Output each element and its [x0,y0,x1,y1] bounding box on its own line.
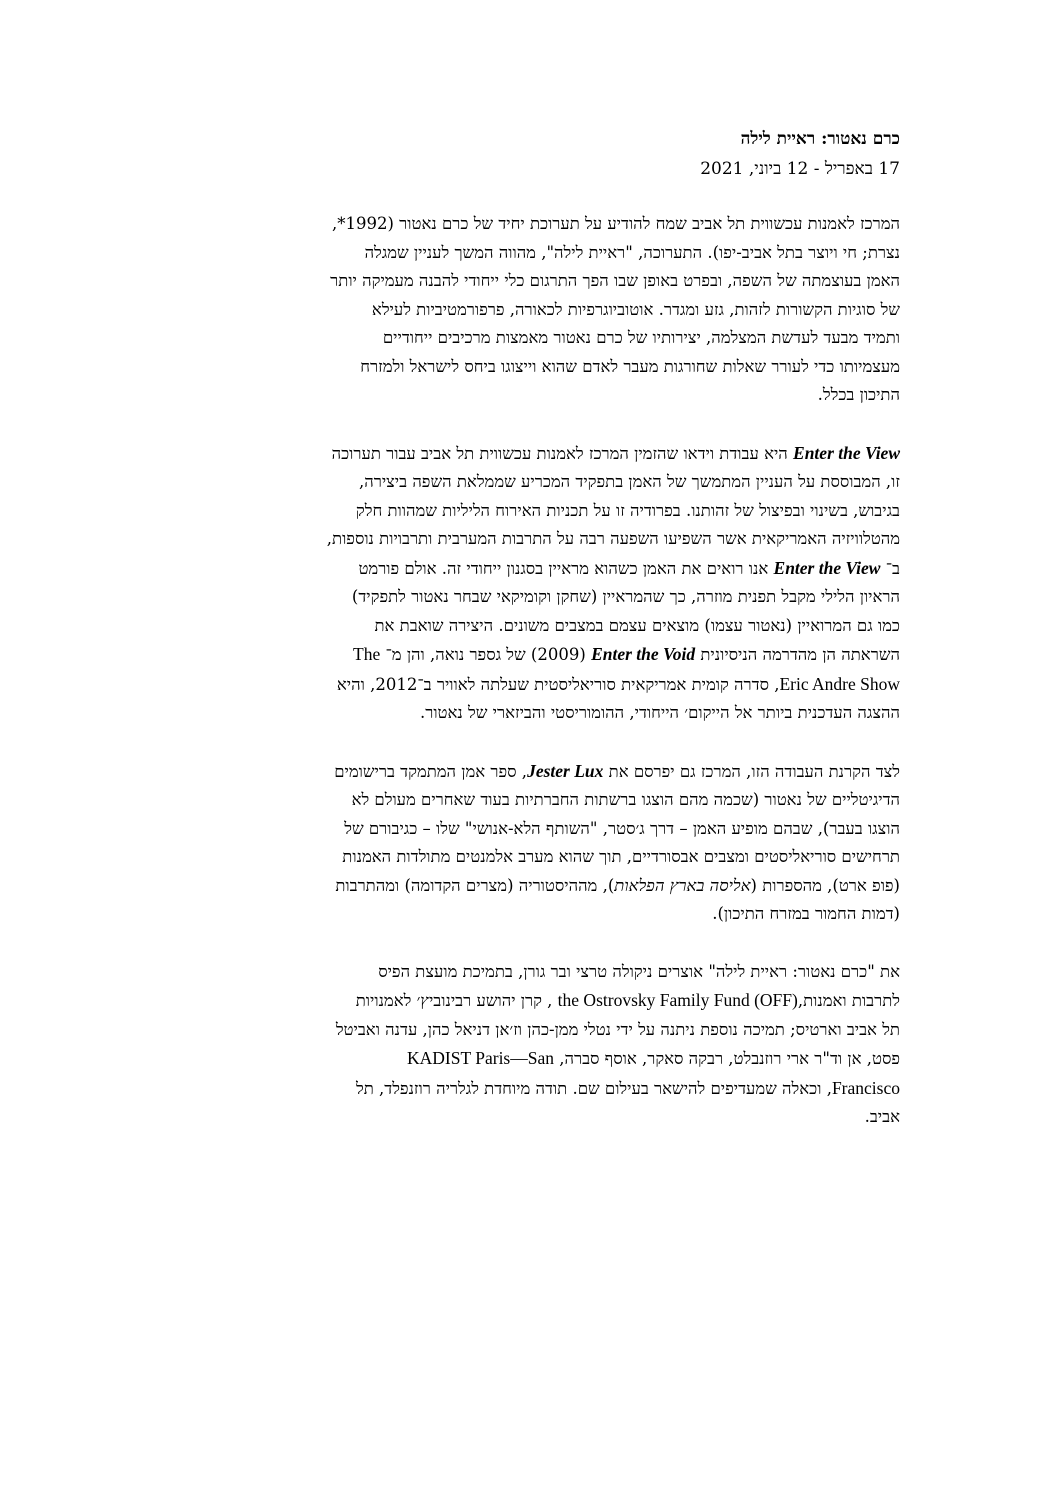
exhibition-dates: 17 באפריל - 12 ביוני, 2021 [700,159,900,179]
text-fragment: (פופ ארט), מהספרות ( [750,875,900,895]
text-line: ההצגה העדכנית ביותר אל הייקום׳ הייחודי, ההומוריסטי והביזארי של נאטור. [419,703,900,722]
paragraph-credits [160,958,900,1132]
text-line: מהטלוויזיה האמריקאית אשר השפיעו השפעה רבה על התרבות המערבית ותרבויות נוספות, [326,529,900,548]
text-fragment: לתרבות ואמנות, [797,991,900,1010]
show-title-start: The [353,644,381,664]
text-line: הדיגיטליים של נאטור (שכמה מהם הוצגו ברשתות החברתיות בעוד שאחרים מעולם לא [351,790,900,809]
text-line [160,872,900,901]
text-line: ותמיד מבעד לעדשת המצלמה, יצירותיו של כרם נאטור מאמצות מרכיבים ייחודיים [382,328,900,347]
text-line [160,757,900,787]
text-line: תרחישים סוריאליסטים ומצבים אבסורדיים, תוך שהוא מערב אלמנטים מתולדות האמנות [342,847,900,866]
text-line: נצרת; חי ויוצר בתל אביב-יפו). התערוכה, "ראיית לילה", מהווה המשך לעניין שמגלה [364,242,900,262]
press-release [160,124,900,1161]
text-line: התיכון בכלל. [817,385,900,404]
text-line [160,670,900,700]
text-line [160,986,900,1016]
text-line: את "כרם נאטור: ראיית לילה" אוצרים ניקולה טרצי ובר גורן, בתמיכת מועצת הפיס [378,961,900,981]
text-fragment: לצד הקרנת העבודה הזו, המרכז גם יפרסם את [603,761,900,781]
text-line [160,554,900,584]
book-title: Jester Lux [527,760,604,781]
work-title: Enter the View [773,557,881,578]
text-line [160,1074,900,1104]
film-title: Enter the Void [591,644,696,664]
text-fragment: ב־ [880,558,900,578]
paragraph-enter-the-view [160,439,900,728]
text-line: כמו גם המרואיין (נאטור עצמו) מוצאים עצמם במצבים משונים. היצירה שואבת את [374,615,900,635]
text-fragment: (2009) של גספר נואה, והן מ־ [380,645,592,664]
text-line: (דמות החמור במזרח התיכון). [712,904,900,923]
text-line: זו, המבוססת על העניין המתמשך של האמן בתפקיד המכריע שממלאת השפה ביצירה, [358,472,900,491]
text-fragment: ), מההיסטוריה (מצרים הקדומה) ומהתרבות [335,875,615,895]
text-line: הראיון הלילי מקבל תפנית מוזרה, כך שהמראיין (שחקן וקומיקאי שבחר נאטור לתפקיד) [351,587,900,606]
text-fragment: אנו רואים את האמן כשהוא מראיין בסגנון ייחודי זה. אולם פורמט [358,558,774,578]
exhibition-title: כרם נאטור: ראיית לילה [740,129,900,149]
text-line: מעצמיותו כדי לעורר שאלות שחורגות מעבר לאדם שהוא וייצוגו ביחס לישראל ולמזרח [360,356,900,376]
text-fragment: השראתה הן מהדרמה הניסיונית [695,645,900,664]
work-title: Enter the View [793,442,900,463]
text-line [160,640,900,670]
text-fragment: היא עבודת וידאו שהזמין המרכז לאמנות עכשווית תל אביב עבור תערוכה [331,443,794,463]
sponsor-name: KADIST Paris—San [407,1048,554,1068]
paragraph-jester-lux [160,757,900,929]
text-fragment: , וכאלה שמעדיפים להישאר בעילום שם. תודה מיוחדת לגלריה רוזנפלד, תל [356,1078,832,1098]
text-line: בגיבוש, בשינוי ובפיצול של זהותנו. בפרודיה זו על תכניות האירוח הליליות שמהוות חלק [355,500,900,520]
text-fragment: , ספר אמן המתמקד ברישומים [334,761,528,781]
text-line [160,439,900,469]
book-reference: אליסה בארץ הפלאות [614,875,751,895]
show-title: Eric Andre Show [779,673,900,694]
text-line: של סוגיות הקשורות לזהות, גזע ומגדר. אוטוביוגרפיות לכאורה, פרפורמטיביות לעילא [371,299,900,319]
paragraph-intro [160,210,900,410]
text-line: תל אביב וארטיס; תמיכה נוספת ניתנה על ידי נטלי ממן-כהן וז׳אן דניאל כהן, עדנה ואביטל [335,1019,900,1039]
text-line: האמן בעוצמתה של השפה, ובפרט באופן שבו הפך התרגום כלי ייחודי להבנה מעמיקה יותר [330,271,900,290]
text-line: אביב. [864,1107,900,1126]
text-fragment: פסט, אן וד"ר ארי רוזנבלט, רבקה סאקר, אוסף סברה, [554,1049,900,1068]
text-line: הוצגו בעבר), שבהם מופיע האמן – דרך ג׳סטר, "השותף הלא-אנושי" שלו – כגיבורם של [344,818,900,838]
text-line [160,1044,900,1074]
text-fragment: , קרן יהושע רבינוביץ׳ לאמנויות [355,991,558,1010]
text-line: המרכז לאמנות עכשווית תל אביב שמח להודיע על תערוכת יחיד של כרם נאטור (1992*, [332,214,900,233]
sponsor-name-end: Francisco [831,1077,900,1098]
text-fragment: , סדרה קומית אמריקאית סוריאליסטית שעלתה לאוויר ב־2012, והיא [336,674,780,694]
funder-name: the Ostrovsky Family Fund (OFF) [557,990,798,1010]
